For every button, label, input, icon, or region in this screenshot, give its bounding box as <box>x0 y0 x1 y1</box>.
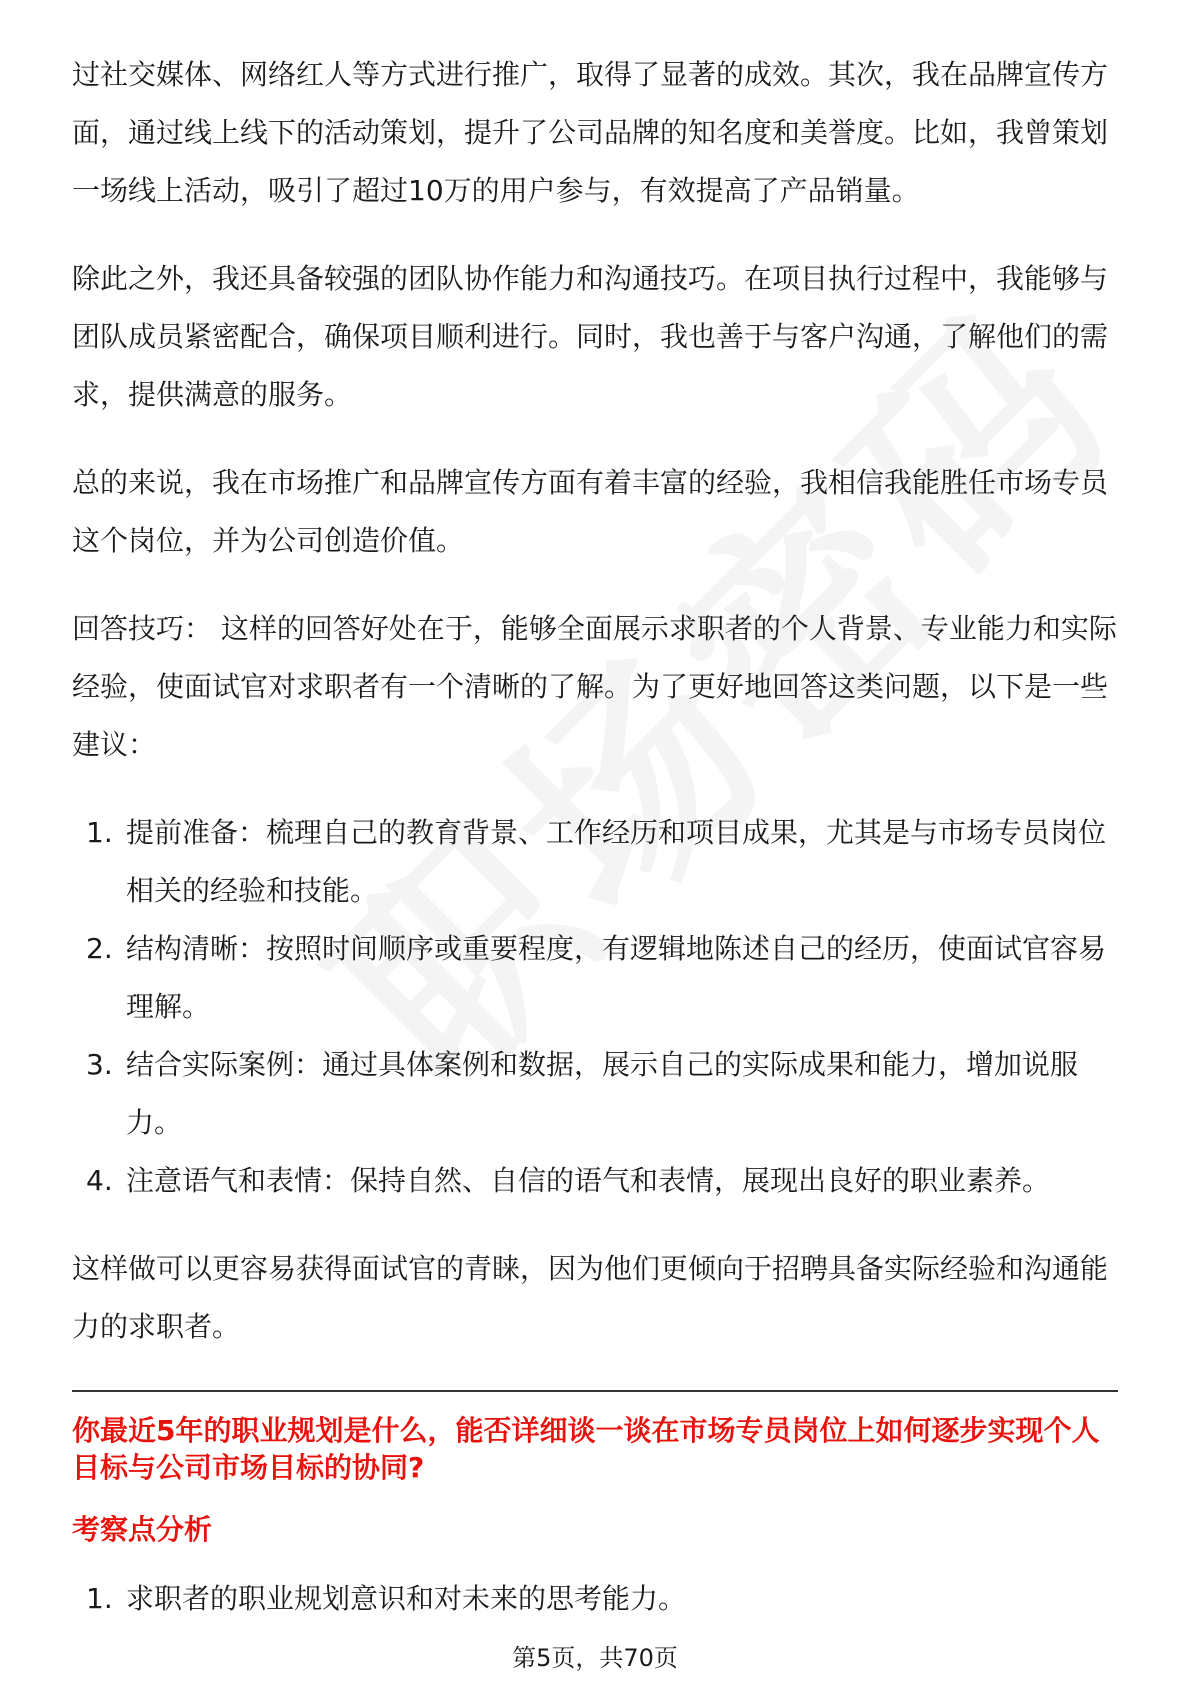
question-heading: 你最近5年的职业规划是什么，能否详细谈一谈在市场专员岗位上如何逐步实现个人目标与公司市场目标的协同? <box>72 1414 1100 1484</box>
list-item: 1. 求职者的职业规划意识和对未来的思考能力。 <box>86 1582 687 1615</box>
paragraph-answer-tips: 回答技巧： 这样的回答好处在于，能够全面展示求职者的个人背景、专业能力和实际经验，使面试官对求职者有一个清晰的了解。为了更好地回答这类问题，以下是一些建议： <box>72 612 1117 761</box>
list-item: 3. 结合实际案例：通过具体案例和数据，展示自己的实际成果和能力，增加说服力。 <box>86 1048 1079 1139</box>
list-item: 2. 结构清晰：按照时间顺序或重要程度，有逻辑地陈述自己的经历，使面试官容易理解。 <box>86 932 1107 1023</box>
paragraph-marketing-experience: 过社交媒体、网络红人等方式进行推广，取得了显著的成效。其次，我在品牌宣传方面，通过线上线下的活动策划，提升了公司品牌的知名度和美誉度。比如，我曾策划一场线上活动，吸引了超过10万的用户参与，有效提高了产品销量。 <box>72 58 1109 207</box>
page-footer: 第5页，共70页 <box>512 1644 678 1672</box>
paragraph-summary: 总的来说，我在市场推广和品牌宣传方面有着丰富的经验，我相信我能胜任市场专员这个岗位，并为公司创造价值。 <box>72 466 1109 557</box>
section-divider <box>72 1390 1118 1392</box>
list-item: 4. 注意语气和表情：保持自然、自信的语气和表情，展现出良好的职业素养。 <box>86 1164 1051 1197</box>
page-content <box>72 46 1118 1658</box>
analysis-list <box>72 1570 1118 1628</box>
analysis-heading: 考察点分析 <box>72 1513 213 1546</box>
paragraph-closing: 这样做可以更容易获得面试官的青睐，因为他们更倾向于招聘具备实际经验和沟通能力的求职者。 <box>72 1252 1109 1343</box>
paragraph-teamwork: 除此之外，我还具备较强的团队协作能力和沟通技巧。在项目执行过程中，我能够与团队成员紧密配合，确保项目顺利进行。同时，我也善于与客户沟通，了解他们的需求，提供满意的服务。 <box>72 262 1109 411</box>
tips-list <box>72 804 1118 1210</box>
list-item: 1. 提前准备：梳理自己的教育背景、工作经历和项目成果，尤其是与市场专员岗位相关的经验和技能。 <box>86 816 1107 907</box>
